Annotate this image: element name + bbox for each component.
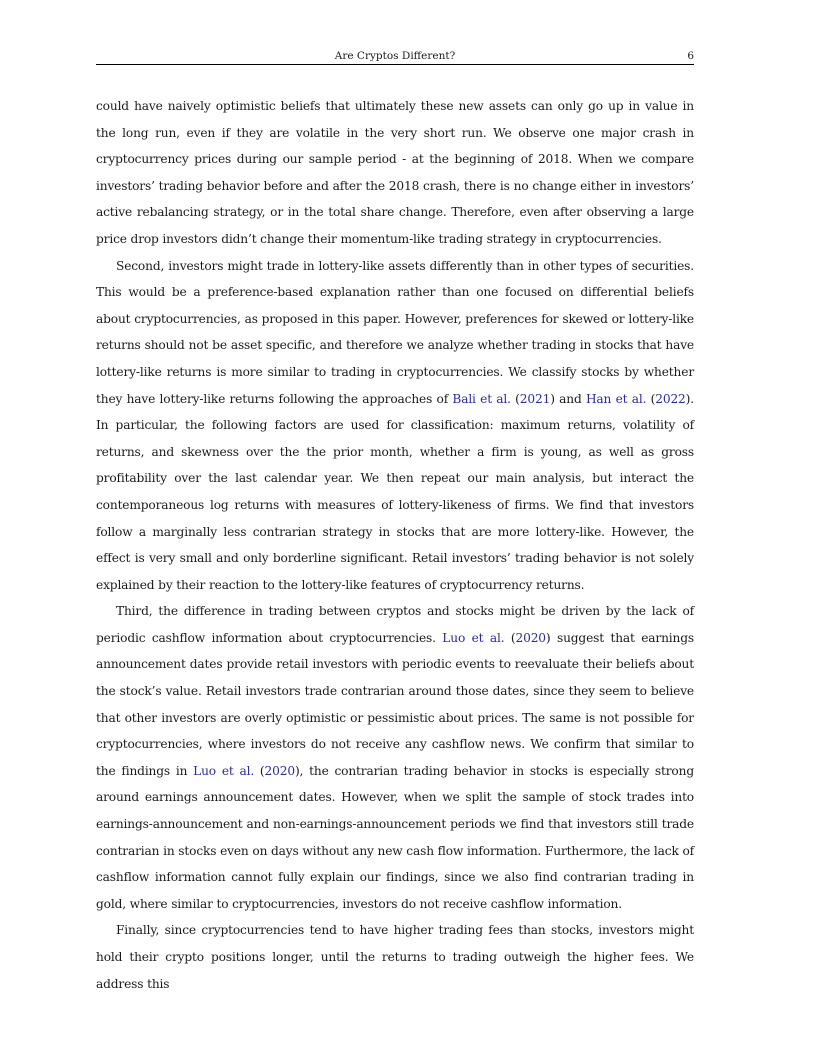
citation-link[interactable]: Luo et al. — [442, 630, 505, 645]
body-text — [96, 93, 694, 997]
citation-link[interactable]: 2022 — [655, 391, 686, 406]
citation-link[interactable]: Han et al. — [585, 391, 647, 406]
citation-link[interactable]: Luo et al. — [193, 763, 255, 778]
citation-link[interactable]: 2020 — [264, 763, 295, 778]
paragraph — [96, 93, 694, 253]
text-run: ( — [510, 391, 520, 406]
citation-link[interactable]: 2020 — [515, 630, 546, 645]
running-header — [96, 50, 694, 65]
paragraph — [96, 598, 694, 917]
paragraph — [96, 917, 694, 997]
citation-link[interactable]: Bali et al. — [452, 391, 511, 406]
running-title: Are Cryptos Different? — [334, 50, 456, 62]
text-run: ), the contrarian trading behavior in stocks is especially strong around earnings announcement dates. However, when we split the sample of stock trades into earnings-announcement and non-earnings-announcement periods we find that investors still trade contrarian in stocks even on days without any new cash flow information. Furthermore, the lack of cashflow information cannot fully explain our findings, since we also find contrarian trading in gold, where similar to cryptocurrencies, investors do not receive cashflow information. — [96, 763, 694, 911]
text-run: Second, investors might trade in lottery-like assets differently than in other types of securities. This would be a preference-based explanation rather than one focused on differential beliefs about cryptocurrencies, as proposed in this paper. However, preferences for skewed or lottery-like returns should not be asset specific, and therefore we analyze whether trading in stocks that have lottery-like returns is more similar to trading in cryptocurrencies. We classify stocks by whether they have lottery-like returns following the approaches of — [96, 258, 694, 406]
text-run: Third, the difference in trading between cryptos and stocks might be driven by the lack of periodic cashflow information about cryptocurrencies. — [96, 604, 694, 645]
text-run: ( — [254, 763, 265, 778]
page-number: 6 — [687, 50, 694, 62]
text-run: ( — [646, 391, 656, 406]
paragraph — [96, 253, 694, 599]
citation-link[interactable]: 2021 — [519, 391, 551, 406]
text-run: could have naively optimistic beliefs that ultimately these new assets can only go up in value in the long run, even if they are volatile in the very short run. We observe one major crash in cryptocurrency prices during our sample period - at the beginning of 2018. When we compare investors’ trading behavior before and after the 2018 crash, there is no change either in investors’ active rebalancing strategy, or in the total share change. Therefore, even after observing a large price drop investors didn’t change their momentum-like trading strategy in cryptocurrencies. — [96, 99, 694, 246]
text-run: ) and — [550, 391, 586, 406]
text-run: ( — [504, 630, 516, 645]
text-run: ). In particular, the following factors are used for classification: maximum returns, volatility of returns, and skewness over the the prior month, whether a firm is young, as well as gross profitability over the last calendar year. We then repeat our main analysis, but interact the contemporaneous log returns with measures of lottery-likeness of firms. We find that investors follow a marginally less contrarian strategy in stocks that are more lottery-like. However, the effect is very small and only borderline significant. Retail investors’ trading behavior is not solely explained by their reaction to the lottery-like features of cryptocurrency returns. — [96, 391, 694, 592]
text-run: ) suggest that earnings announcement dates provide retail investors with periodic events to reevaluate their beliefs about the stock’s value. Retail investors trade contrarian around those dates, since they seem to believe that other investors are overly optimistic or pessimistic about prices. The same is not possible for cryptocurrencies, where investors do not receive any cashflow news. We confirm that similar to the findings in — [96, 630, 694, 778]
text-run: Finally, since cryptocurrencies tend to have higher trading fees than stocks, investors might hold their crypto positions longer, until the returns to trading outweigh the higher fees. We address this — [96, 923, 694, 991]
